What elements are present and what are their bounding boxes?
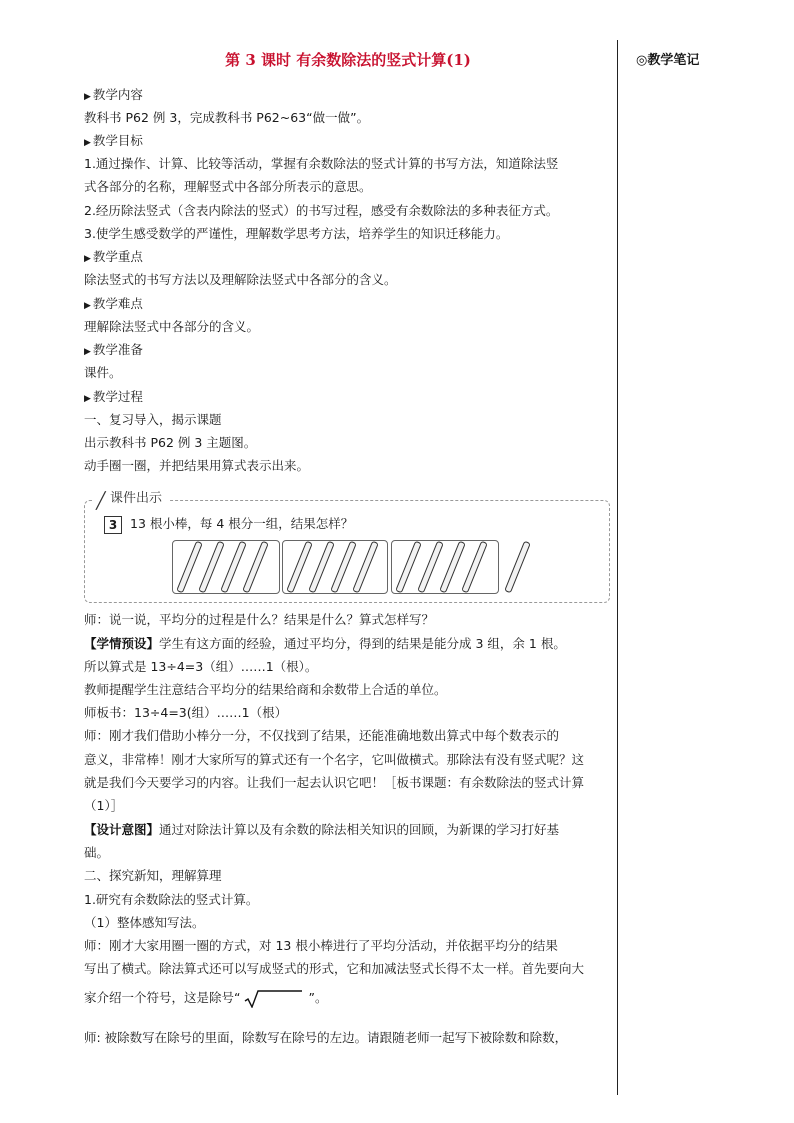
teacher-3-line-a: 师：刚才大家用圈一圈的方式，对 13 根小棒进行了平均分活动，并依据平均分的结果 [84,938,558,953]
remind-text: 教师提醒学生注意结合平均分的结果给商和余数带上合适的单位。 [84,682,447,697]
triangle-icon: ▶ [84,254,91,264]
goal-1-line-a: 1.通过操作、计算、比较等活动，掌握有余数除法的竖式计算的书写方法，知道除法竖 [84,156,559,171]
difficulty-heading: ▶ 教学难点 [84,296,143,311]
triangle-icon: ▶ [84,347,91,357]
assumption-line-a: 【学情预设】学生有这方面的经验，通过平均分，得到的结果是能分成 3 组，余 1 根。 [84,636,566,651]
notes-divider-line [617,40,618,1095]
content-text: 教科书 P62 例 3，完成教科书 P62~63“做一做”。 [84,110,370,125]
board-text: 师板书：13÷4=3(组）……1（根） [84,705,288,720]
difficulty-text: 理解除法竖式中各部分的含义。 [84,319,260,334]
goals-heading: ▶ 教学目标 [84,133,143,148]
assumption-tag: 【学情预设】 [84,636,160,651]
triangle-icon: ▶ [84,394,91,404]
teacher-4: 师: 被除数写在除号的里面，除数写在除号的左边。请跟随老师一起写下被除数和除数， [84,1030,568,1045]
teacher-ask: 师：说一说，平均分的过程是什么？结果是什么？算式怎样写？ [84,612,435,627]
example-number: 3 [104,516,122,534]
lesson-title: 第 3 课时 有余数除法的竖式计算(1) [225,51,471,69]
design-tag: 【设计意图】 [84,822,160,837]
teacher-2-line-b: 意义，非常棒！刚才大家所写的算式还有一个名字，它叫做横式。那除法有没有竖式呢？这 [84,752,585,767]
hands-on-text: 动手圈一圈，并把结果用算式表示出来。 [84,458,310,473]
show-figure-text: 出示教科书 P62 例 3 主题图。 [84,435,257,450]
slash-icon: ╱ [96,491,106,510]
process-heading: ▶ 教学过程 [84,389,143,404]
section-2-1-1: （1）整体感知写法。 [84,915,205,930]
teacher-3-line-b: 写出了横式。除法算式还可以写成竖式的形式，它和加减法竖式长得不太一样。首先要向大 [84,961,585,976]
goal-1-line-b: 式各部分的名称，理解竖式中各部分所表示的意思。 [84,179,372,194]
step-2-heading: 二、探究新知，理解算理 [84,868,222,883]
example-line [104,514,353,534]
section-2-1: 1.研究有余数除法的竖式计算。 [84,892,259,907]
content-heading: ▶ 教学内容 [84,87,143,102]
teacher-2-line-d: （1）］ [84,798,124,813]
assumption-line-b: 所以算式是 13÷4=3（组）……1（根）。 [84,659,318,674]
teaching-notes-label: ◎教学笔记 [636,53,700,68]
teacher-3-line-c: 家介绍一个符号，这是除号“ ”。 [84,986,612,1009]
prep-heading: ▶ 教学准备 [84,342,143,357]
goal-3: 3.使学生感受数学的严谨性，理解数学思考方法，培养学生的知识迁移能力。 [84,226,509,241]
courseware-tab: ╱ 课件出示 [92,488,170,510]
triangle-icon: ▶ [84,138,91,148]
example-text: 13 根小棒，每 4 根分一组，结果怎样？ [130,516,354,531]
teacher-2-line-c: 就是我们今天要学习的内容。让我们一起去认识它吧！［板书课题：有余数除法的竖式计算 [84,775,585,790]
teacher-2-line-a: 师：刚才我们借助小棒分一分，不仅找到了结果，还能准确地数出算式中每个数表示的 [84,728,560,743]
goal-2: 2.经历除法竖式（含表内除法的竖式）的书写过程，感受有余数除法的多种表征方式。 [84,203,559,218]
key-text: 除法竖式的书写方法以及理解除法竖式中各部分的含义。 [84,272,397,287]
key-heading: ▶ 教学重点 [84,249,143,264]
design-line-a: 【设计意图】通过对除法计算以及有余数的除法相关知识的回顾，为新课的学习打好基 [84,822,560,837]
prep-text: 课件。 [84,365,122,380]
step-1-heading: 一、复习导入，揭示课题 [84,412,222,427]
division-bracket-icon [244,990,304,1008]
triangle-icon: ▶ [84,301,91,311]
design-line-b: 础。 [84,845,110,860]
triangle-icon: ▶ [84,92,91,102]
